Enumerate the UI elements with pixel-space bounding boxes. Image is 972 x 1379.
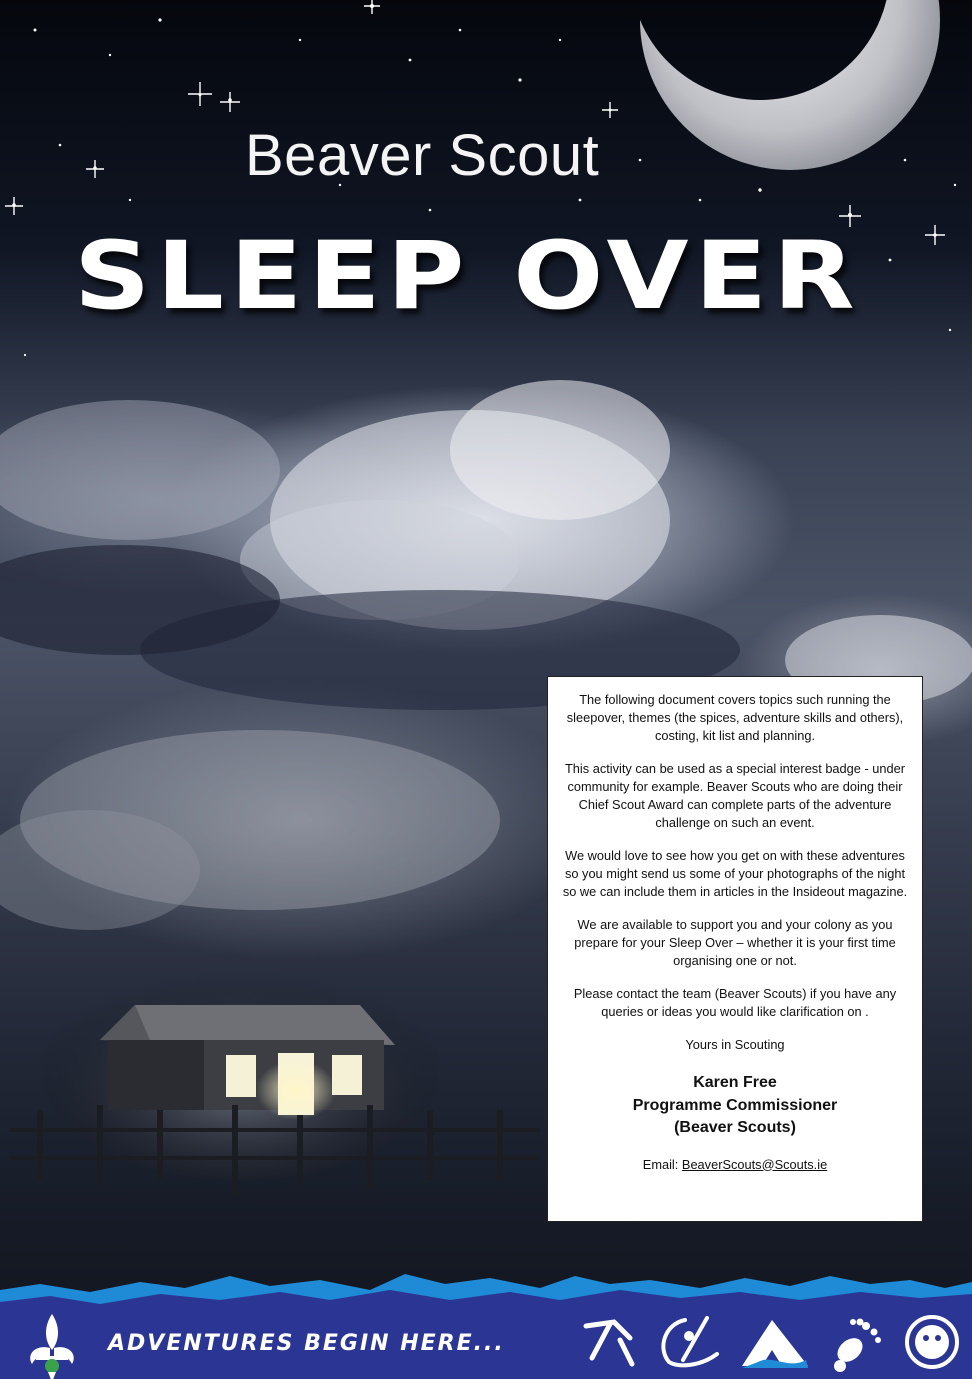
page-title: SLEEP OVER (74, 222, 861, 331)
signature-name: Karen Free (693, 1074, 777, 1091)
footer-band (0, 1270, 972, 1379)
subtitle: Beaver Scout (245, 123, 600, 188)
info-paragraph: Please contact the team (Beaver Scouts) if you have any queries or ideas you would like clarification on . (573, 986, 897, 1019)
info-box (547, 676, 923, 1222)
email-link[interactable]: BeaverScouts@Scouts.ie (681, 1156, 828, 1172)
tagline: ADVENTURES BEGIN HERE... (108, 1331, 505, 1356)
signature-role: Programme Commissioner (632, 1096, 838, 1114)
closing-line: Yours in Scouting (685, 1037, 785, 1052)
info-paragraph: We would love to see how you get on with these adventures so you might send us some of your photographs of the night so we can include them in articles in the Insideout magazine. (562, 848, 908, 899)
email-label: Email: (642, 1156, 679, 1172)
signature-section: (Beaver Scouts) (674, 1119, 796, 1136)
signature (560, 1072, 910, 1140)
email-line (560, 1156, 910, 1174)
info-paragraph: The following document covers topics such running the sleepover, themes (the spices, adventure skills and others), costing, kit list and planning. (566, 692, 904, 743)
moon (640, 0, 940, 170)
info-paragraph: This activity can be used as a special interest badge - under community for example. Beaver Scouts who are doing their Chief Scout Award can complete parts of the adventure challenge on such an event. (564, 761, 906, 830)
info-paragraph: We are available to support you and your colony as you prepare for your Sleep Over – whether it is your first time organising one or not. (574, 917, 896, 968)
